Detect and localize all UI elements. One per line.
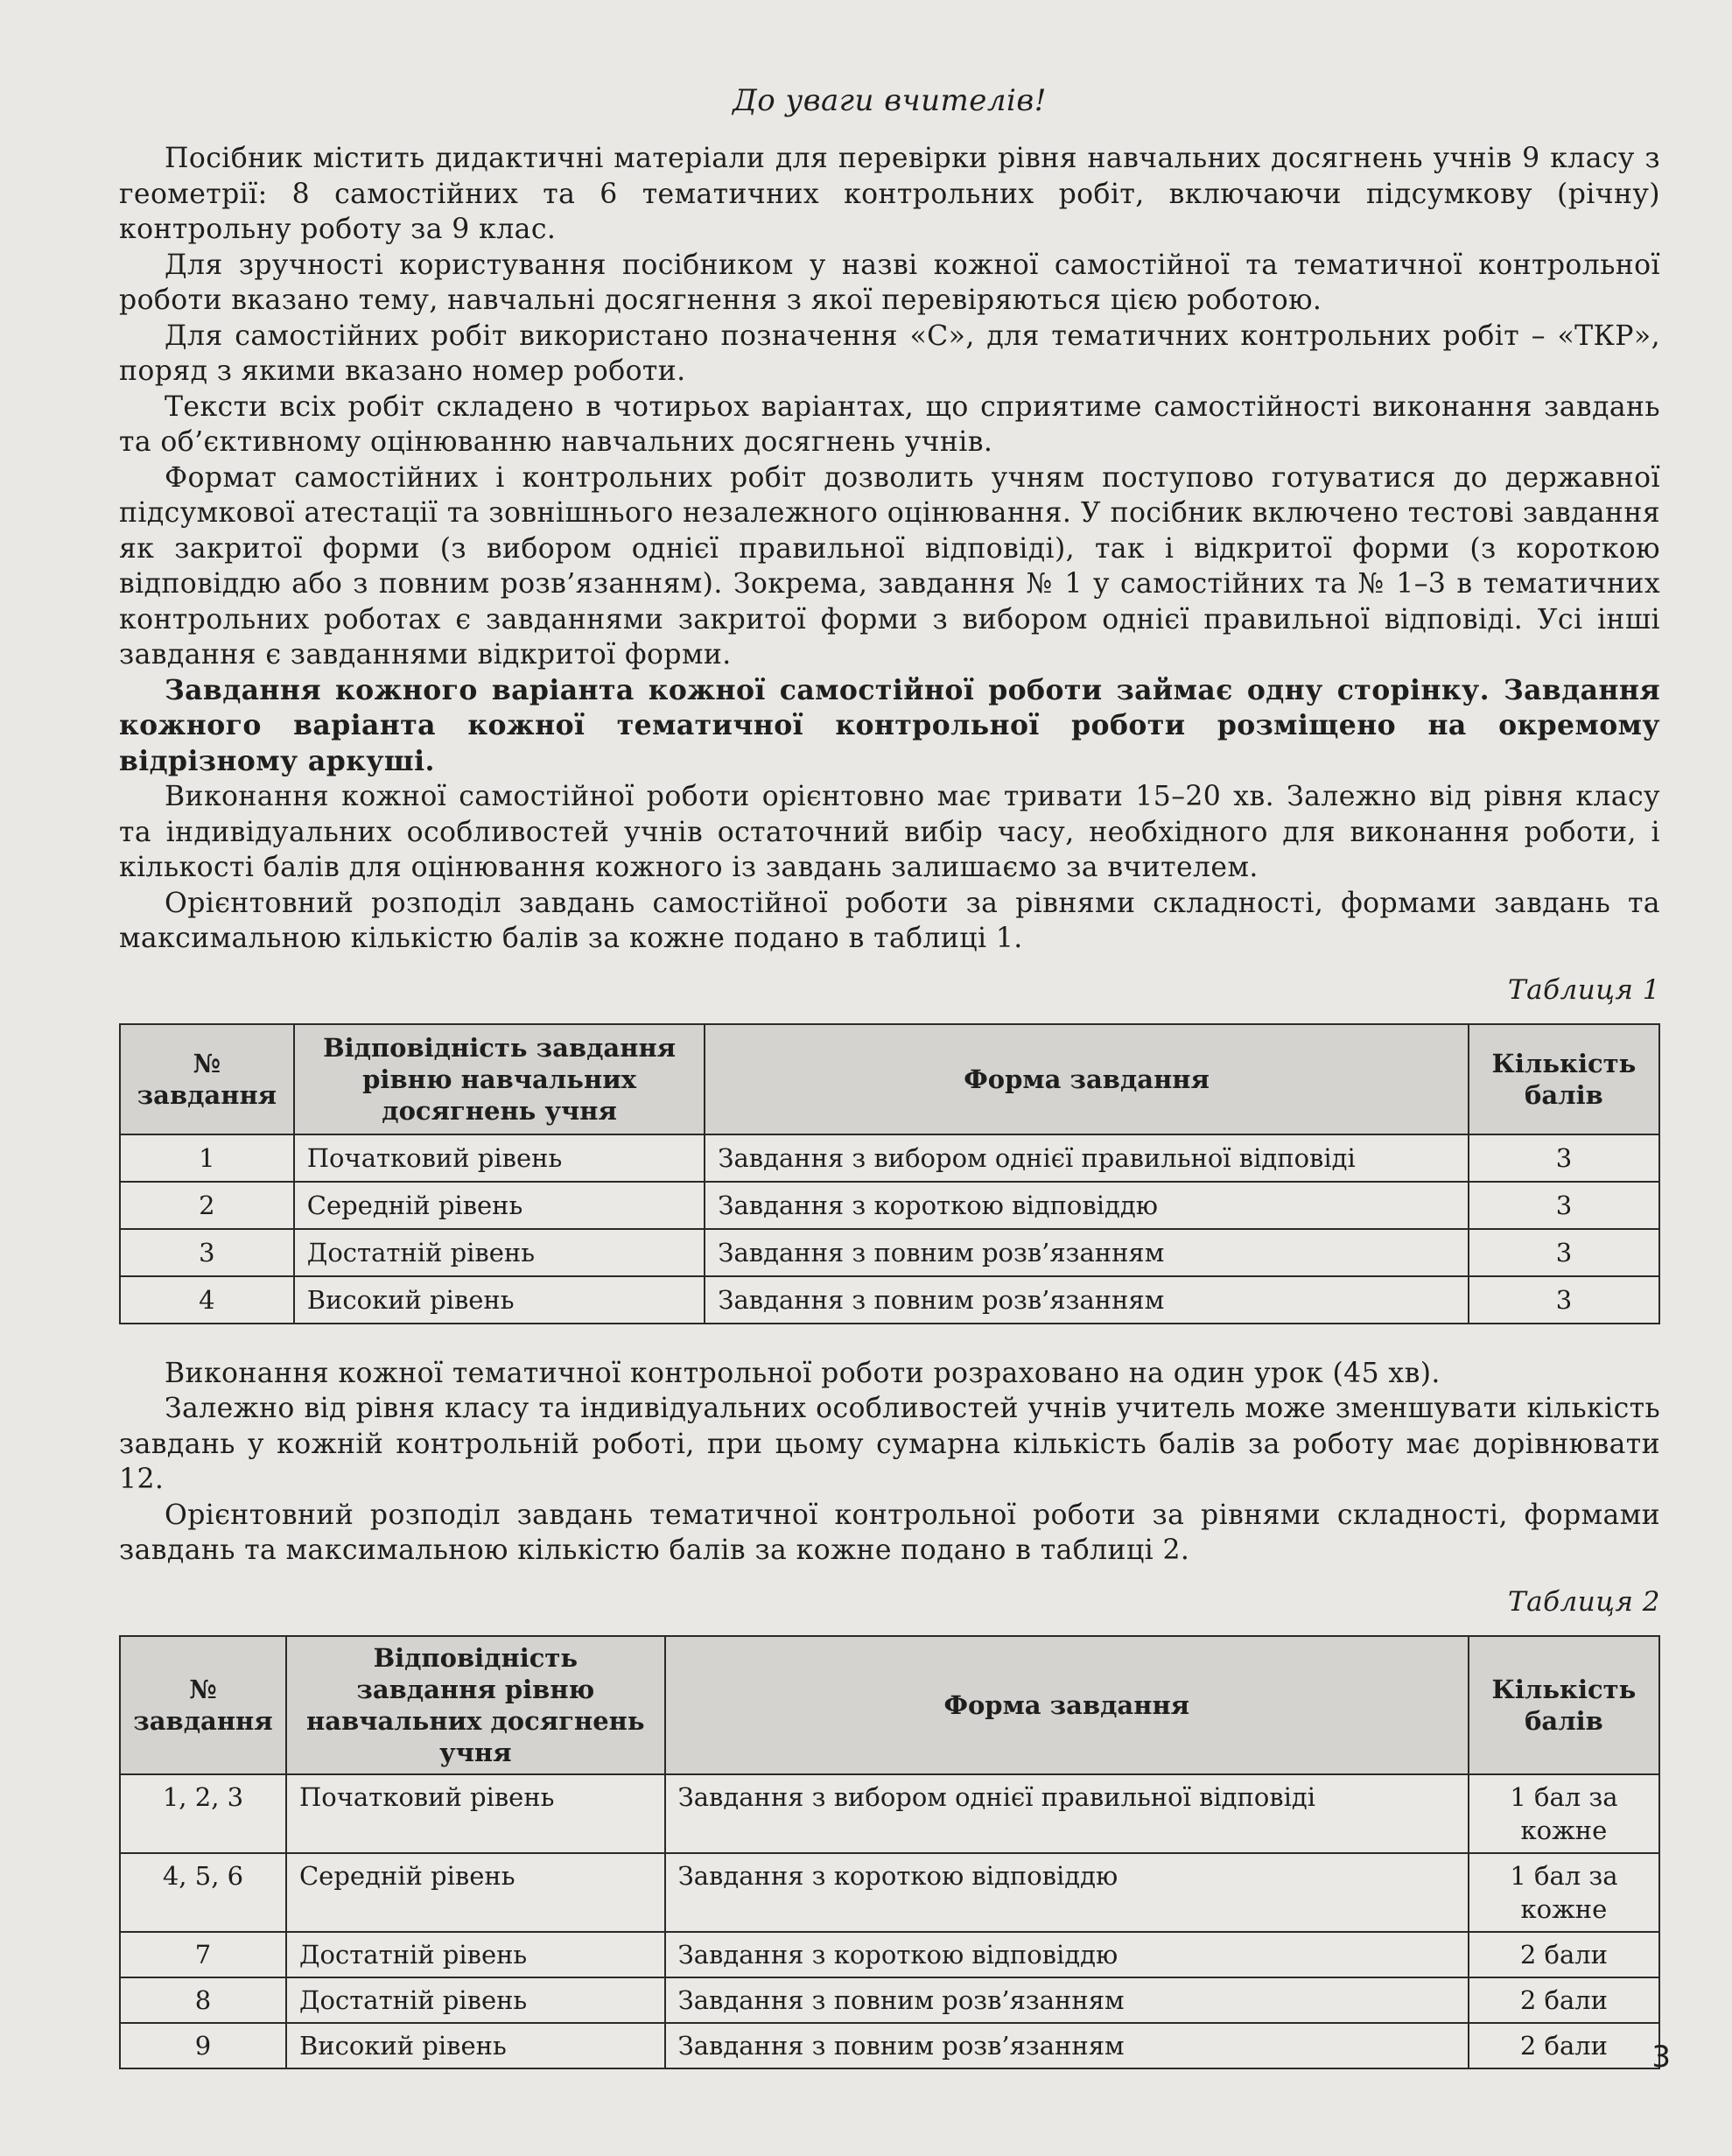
cell-number: 9 (120, 2023, 286, 2068)
middle-paragraphs (119, 1356, 1660, 1569)
table-row (120, 1134, 1659, 1182)
cell-level: Достатній рівень (294, 1229, 705, 1276)
cell-form: Завдання з повним розв’язанням (665, 2023, 1469, 2068)
table-header-row (120, 1636, 1659, 1774)
cell-points: 2 бали (1469, 1977, 1659, 2023)
paragraph: Посібник містить дидактичні матеріали для перевірки рівня навчальних досягнень учнів 9 класу з геометрії: 8 самостійних та 6 тематичних контрольних робіт, включаючи підсумкову (річну) контрольну роботу за 9 клас. (119, 143, 1660, 245)
cell-number: 1, 2, 3 (120, 1774, 286, 1853)
cell-number: 8 (120, 1977, 286, 2023)
paragraph: Тексти всіх робіт складено в чотирьох варіантах, що сприятиме самостійності виконання завдань та об’єктивному оцінюванню навчальних досягнень учнів. (119, 390, 1660, 458)
cell-points: 3 (1469, 1229, 1659, 1276)
page-number: 3 (1651, 2040, 1671, 2075)
cell-points: 1 бал за кожне (1469, 1853, 1659, 1932)
header-points: Кількість балів (1469, 1636, 1659, 1774)
cell-form: Завдання з повним розв’язанням (665, 1977, 1469, 2023)
cell-form: Завдання з короткою відповіддю (665, 1932, 1469, 1977)
paragraph: Виконання кожної самостійної роботи орієнтовно має тривати 15–20 хв. Залежно від рівня класу та індивідуальних особливостей учнів остаточний вибір часу, необхідного для виконання роботи, і кількості балів для оцінювання кожного із завдань залишаємо за вчителем. (119, 781, 1660, 883)
cell-number: 1 (120, 1134, 294, 1182)
cell-level: Високий рівень (294, 1276, 705, 1324)
table-row (120, 1182, 1659, 1229)
cell-points: 2 бали (1469, 1932, 1659, 1977)
cell-number: 4 (120, 1276, 294, 1324)
header-number: № завдання (120, 1636, 286, 1774)
paragraph: Залежно від рівня класу та індивідуальних особливостей учнів учитель може зменшувати кількість завдань у кожній контрольній роботі, при цьому сумарна кількість балів за роботу має дорівнювати 12. (119, 1393, 1660, 1495)
paragraph: Завдання кожного варіанта кожної самостійної роботи займає одну сторінку. Завдання кожного варіанта кожної тематичної контрольної роботи розміщено на окремому відрізному аркуші. (119, 673, 1660, 777)
cell-points: 3 (1469, 1276, 1659, 1324)
cell-number: 2 (120, 1182, 294, 1229)
table-row (120, 1977, 1659, 2023)
header-points: Кількість балів (1469, 1024, 1659, 1134)
cell-level: Початковий рівень (294, 1134, 705, 1182)
table-row (120, 1853, 1659, 1932)
header-level: Відповідність завдання рівню навчальних досягнень учня (294, 1024, 705, 1134)
table2 (119, 1635, 1660, 2069)
cell-level: Середній рівень (294, 1182, 705, 1229)
cell-level: Достатній рівень (286, 1977, 665, 2023)
table2-caption: Таблиця 2 (1507, 1585, 1660, 1618)
table1-caption: Таблиця 1 (1507, 973, 1660, 1006)
cell-level: Достатній рівень (286, 1932, 665, 1977)
cell-points: 3 (1469, 1182, 1659, 1229)
table-row (120, 1276, 1659, 1324)
cell-points: 1 бал за кожне (1469, 1774, 1659, 1853)
cell-level: Високий рівень (286, 2023, 665, 2068)
page-title: До уваги вчителів! (733, 83, 1047, 118)
paragraph: Виконання кожної тематичної контрольної роботи розраховано на один урок (45 хв). (165, 1357, 1441, 1389)
header-form: Форма завдання (665, 1636, 1469, 1774)
paragraph: Для зручності користування посібником у назві кожної самостійної та тематичної контрольної роботи вказано тему, навчальні досягнення з якої перевіряються цією роботою. (119, 249, 1660, 316)
cell-form: Завдання з вибором однієї правильної відповіді (665, 1774, 1469, 1853)
cell-points: 2 бали (1469, 2023, 1659, 2068)
cell-number: 3 (120, 1229, 294, 1276)
header-form: Форма завдання (705, 1024, 1468, 1134)
intro-paragraphs (119, 141, 1660, 957)
cell-form: Завдання з короткою відповіддю (705, 1182, 1468, 1229)
table-row (120, 2023, 1659, 2068)
cell-form: Завдання з повним розв’язанням (705, 1229, 1468, 1276)
cell-form: Завдання з вибором однієї правильної відповіді (705, 1134, 1468, 1182)
paragraph: Орієнтовний розподіл завдань самостійної роботи за рівнями складності, формами завдань та максимальною кількістю балів за кожне подано в таблиці 1. (119, 887, 1660, 954)
table-row (120, 1932, 1659, 1977)
table1 (119, 1023, 1660, 1324)
cell-level: Середній рівень (286, 1853, 665, 1932)
cell-points: 3 (1469, 1134, 1659, 1182)
table-header-row (120, 1024, 1659, 1134)
cell-form: Завдання з короткою відповіддю (665, 1853, 1469, 1932)
cell-level: Початковий рівень (286, 1774, 665, 1853)
table-row (120, 1774, 1659, 1853)
paragraph: Формат самостійних і контрольних робіт дозволить учням поступово готуватися до державної підсумкової атестації та зовнішнього незалежного оцінювання. У посібник включено тестові завдання як закритої форми (з вибором однієї правильної відповіді), так і відкритої форми (з короткою відповіддю або з повним розв’язанням). Зокрема, завдання № 1 у самостійних та № 1–3 в тематичних контрольних роботах є завданнями закритої форми з вибором однієї правильної відповіді. Усі інші завдання є завданнями відкритої форми. (119, 461, 1660, 671)
cell-number: 4, 5, 6 (120, 1853, 286, 1932)
header-level: Відповідність завдання рівню навчальних досягнень учня (286, 1636, 665, 1774)
cell-form: Завдання з повним розв’язанням (705, 1276, 1468, 1324)
paragraph: Орієнтовний розподіл завдань тематичної контрольної роботи за рівнями складності, формами завдань та максимальною кількістю балів за кожне подано в таблиці 2. (119, 1499, 1660, 1566)
cell-number: 7 (120, 1932, 286, 1977)
paragraph: Для самостійних робіт використано позначення «С», для тематичних контрольних робіт – «ТКР», поряд з якими вказано номер роботи. (119, 320, 1660, 387)
header-number: № завдання (120, 1024, 294, 1134)
table-row (120, 1229, 1659, 1276)
